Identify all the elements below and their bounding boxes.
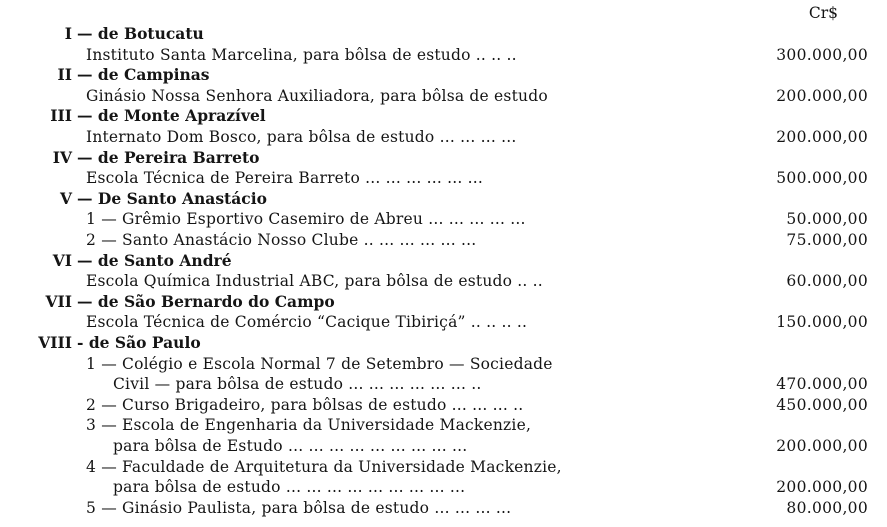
section-numeral: I (64, 24, 72, 43)
entry-line (0, 436, 887, 456)
section-title: — de Santo André (77, 250, 232, 270)
entry-line (0, 127, 887, 147)
section-title: - de São Paulo (77, 333, 201, 352)
entry-description: 4 — Faculdade de Arquitetura da Universidade Mackenzie, (86, 457, 562, 476)
section-title: — de São Bernardo do Campo (77, 291, 335, 311)
section-heading (0, 148, 887, 168)
entry-description: 2 — Curso Brigadeiro, para bôlsas de estudo ... ... ... .. (86, 395, 524, 414)
entry-amount: 200.000,00 (776, 86, 868, 105)
section-numeral: VIII (38, 333, 72, 352)
entry-description: para bôlsa de Estudo ... ... ... ... ... ... ... ... ... (113, 437, 468, 455)
entry-line (0, 230, 887, 250)
section-numeral: VI (52, 250, 72, 270)
section-heading (0, 189, 887, 209)
section-numeral: VII (45, 291, 72, 311)
entry-amount: 80.000,00 (786, 498, 868, 517)
entry-description: 3 — Escola de Engenharia da Universidade Mackenzie, (86, 416, 532, 435)
entry-description: 1 — Colégio e Escola Normal 7 de Setembro — Sociedade (86, 354, 553, 373)
entry-line (0, 312, 887, 332)
entry-description: Ginásio Nossa Senhora Auxiliadora, para bôlsa de estudo (86, 86, 548, 105)
entry-description: 1 — Grêmio Esportivo Casemiro de Abreu ... ... ... ... ... (86, 210, 526, 229)
section-title: — de Monte Aprazível (77, 106, 266, 126)
entry-line (0, 86, 887, 106)
section-numeral: V (59, 188, 72, 208)
entry-description: Instituto Santa Marcelina, para bôlsa de estudo .. .. .. (86, 45, 517, 64)
entry-amount: 470.000,00 (776, 375, 868, 394)
entry-amount: 50.000,00 (786, 210, 868, 229)
entry-line (0, 168, 887, 188)
section-title: — de Pereira Barreto (77, 147, 260, 167)
entry-amount: 60.000,00 (786, 272, 868, 291)
entry-amount: 75.000,00 (786, 231, 868, 249)
section-title: — De Santo Anastácio (77, 188, 267, 208)
entry-description: Civil — para bôlsa de estudo ... ... ... ... ... ... .. (113, 375, 482, 394)
section-heading (0, 292, 887, 312)
entry-description: Escola Química Industrial ABC, para bôlsa de estudo .. .. (86, 272, 543, 291)
entry-description: 5 — Ginásio Paulista, para bôlsa de estudo ... ... ... ... (86, 498, 512, 517)
section-numeral: III (50, 106, 72, 126)
section-numeral: II (57, 65, 72, 85)
entry-line (0, 271, 887, 291)
entry-line (0, 374, 887, 394)
section-heading (0, 24, 887, 44)
entry-line (0, 395, 887, 415)
entry-line (0, 354, 887, 374)
entry-amount: 450.000,00 (776, 395, 868, 414)
entry-description: Escola Técnica de Pereira Barreto ... ... ... ... ... ... (86, 169, 484, 188)
entry-amount: 150.000,00 (776, 313, 868, 332)
entry-amount: 200.000,00 (776, 478, 868, 497)
entry-line (0, 415, 887, 435)
entry-amount: 500.000,00 (776, 169, 868, 188)
entry-line (0, 498, 887, 518)
entry-description: Internato Dom Bosco, para bôlsa de estudo ... ... ... ... (86, 128, 517, 146)
entry-description: Escola Técnica de Comércio “Cacique Tibiriçá” .. .. .. .. (86, 313, 528, 332)
section-heading (0, 333, 887, 353)
entry-line (0, 457, 887, 477)
section-heading (0, 106, 887, 126)
entry-description: para bôlsa de estudo ... ... ... ... ... ... ... ... ... (113, 478, 466, 497)
section-heading (0, 65, 887, 85)
entry-amount: 300.000,00 (776, 45, 868, 64)
entry-line (0, 45, 887, 65)
section-numeral: IV (52, 147, 72, 167)
section-heading (0, 251, 887, 271)
entry-amount: 200.000,00 (776, 437, 868, 455)
entry-amount: 200.000,00 (776, 128, 868, 146)
currency-header: Cr$ (808, 4, 838, 22)
entry-line (0, 209, 887, 229)
section-title: — de Botucatu (77, 24, 204, 43)
entry-description: 2 — Santo Anastácio Nosso Clube .. ... ... ... ... ... (86, 231, 477, 249)
section-title: — de Campinas (77, 65, 210, 85)
entry-line (0, 477, 887, 497)
